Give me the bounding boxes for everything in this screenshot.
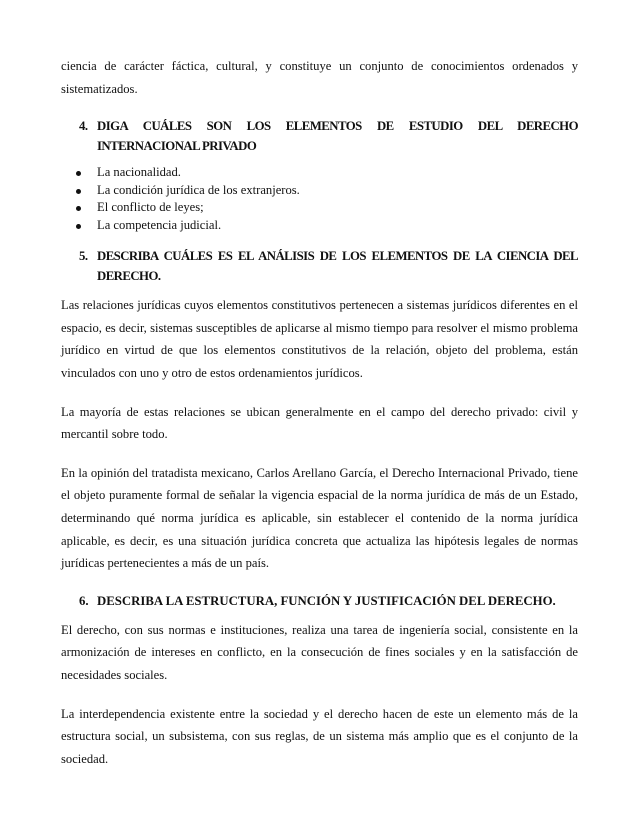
- section-6-heading: [61, 591, 578, 611]
- section-4-title: DIGA CUÁLES SON LOS ELEMENTOS DE ESTUDIO DEL DERECHO INTERNACIONAL PRIVADO: [97, 119, 578, 154]
- section-5-paragraph-3: En la opinión del tratadista mexicano, Carlos Arellano García, el Derecho Internacional Privado, tiene el objeto puramente formal de señalar la vigencia espacial de la norma jurídica de más de un Estado, determinando qué norma jurídica es aplicable, sin establecer el contenido de la norma jurídica aplicable, es decir, es una situación jurídica concreta que actualiza las hipótesis legales de normas jurídicas pertenecientes a más de un país.: [61, 465, 578, 571]
- list-item: [61, 199, 578, 217]
- section-5-paragraph-1: Las relaciones jurídicas cuyos elementos constitutivos pertenecen a sistemas jurídicos diferentes en el espacio, es decir, sistemas susceptibles de aplicarse al mismo tiempo para resolver el mismo problema jurídico en virtud de que los elementos constitutivos de la relación, objeto del problema, están vinculados con uno y otro de estos ordenamientos jurídicos.: [61, 298, 578, 380]
- section-5-paragraph-2: La mayoría de estas relaciones se ubican generalmente en el campo del derecho privado: civil y mercantil sobre todo.: [61, 404, 578, 442]
- bullet-icon: [76, 189, 81, 194]
- section-5-title: DESCRIBA CUÁLES ES EL ANÁLISIS DE LOS ELEMENTOS DE LA CIENCIA DEL DERECHO.: [97, 249, 578, 284]
- section-6-paragraph-2: La interdependencia existente entre la sociedad y el derecho hacen de este un elemento más de la estructura social, un subsistema, con sus reglas, de un sistema más amplio que es el conjunto de la sociedad.: [61, 706, 578, 766]
- list-item-text: La condición jurídica de los extranjeros.: [97, 182, 300, 197]
- section-6-paragraph-1: El derecho, con sus normas e instituciones, realiza una tarea de ingeniería social, consistente en la armonización de intereses en conflicto, en la consecución de fines sociales y en la satisfacción de necesidades sociales.: [61, 622, 578, 682]
- list-item-text: El conflicto de leyes;: [97, 200, 204, 215]
- section-5-number: 5.: [79, 249, 88, 264]
- document-body: [61, 55, 578, 786]
- section-6-number: 6.: [79, 593, 89, 608]
- list-item-text: La competencia judicial.: [97, 217, 222, 232]
- section-6-title: DESCRIBA LA ESTRUCTURA, FUNCIÓN Y JUSTIFICACIÓN DEL DERECHO.: [97, 593, 556, 608]
- section-5-heading: [61, 246, 578, 286]
- section-4-number: 4.: [79, 119, 88, 134]
- list-item: [61, 182, 578, 200]
- list-item: [61, 217, 578, 235]
- list-item-text: La nacionalidad.: [97, 165, 181, 180]
- elements-list: [61, 164, 578, 234]
- bullet-icon: [76, 224, 81, 229]
- section-4-heading: [61, 116, 578, 156]
- intro-paragraph: ciencia de carácter fáctica, cultural, y constituye un conjunto de conocimientos ordenados y sistematizados.: [61, 59, 578, 96]
- bullet-icon: [76, 171, 81, 176]
- bullet-icon: [76, 206, 81, 211]
- list-item: [61, 164, 578, 182]
